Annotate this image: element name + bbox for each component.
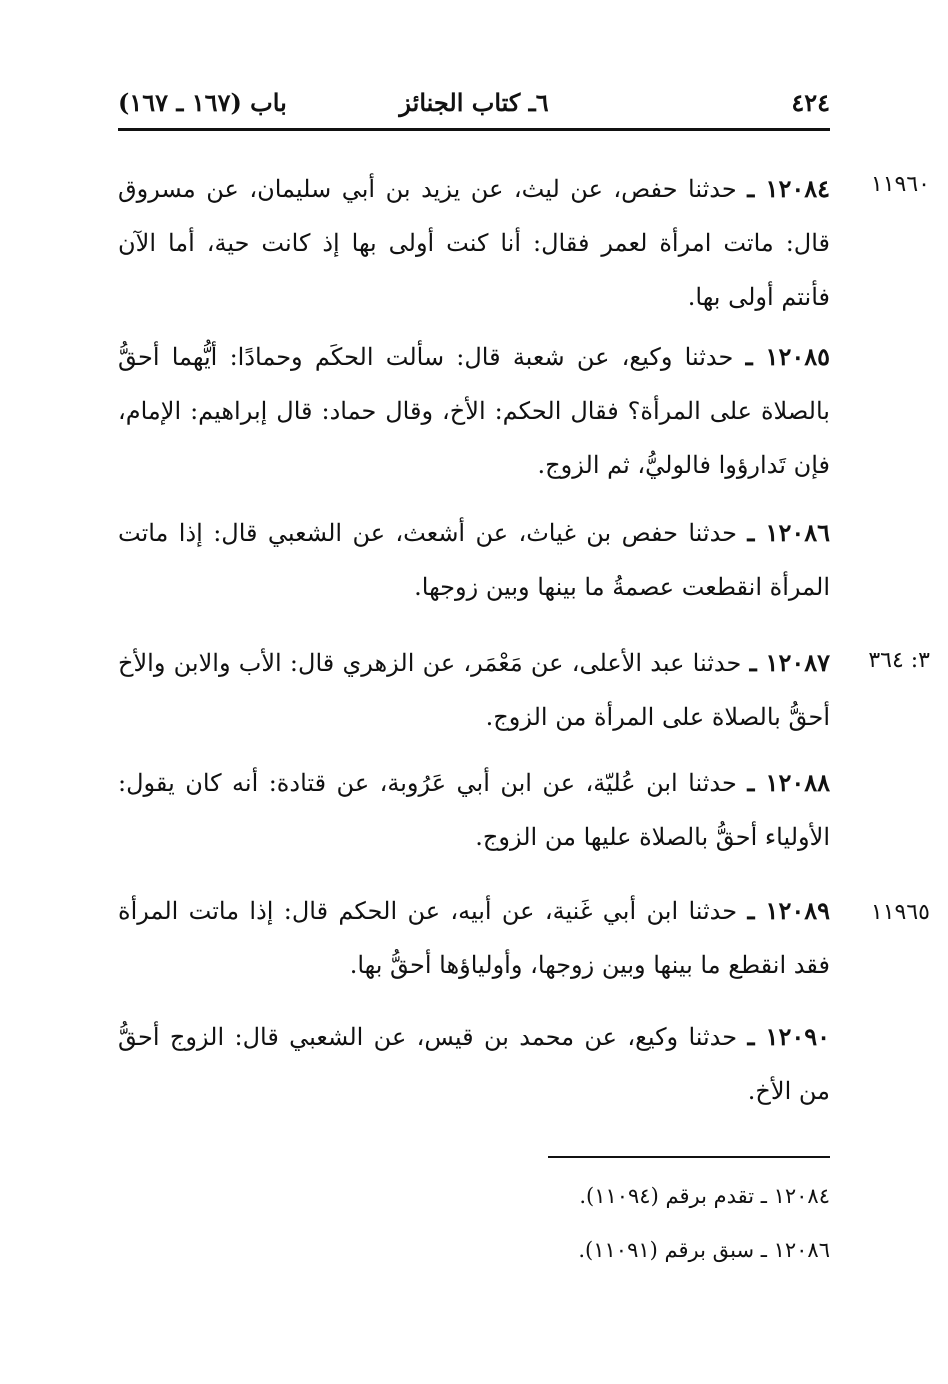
footnote: ١٢٠٨٤ ـ تقدم برقم (١١٠٩٤). [579,1184,830,1208]
hadith-number: ١٢٠٨٩ ـ [747,896,830,925]
header-divider [118,128,830,131]
margin-reference: ١١٩٦٠ [870,172,930,197]
hadith-number: ١٢٠٨٧ ـ [749,648,830,677]
hadith-entry [118,636,830,744]
margin-reference: ٣: ٣٦٤ [868,648,930,673]
hadith-number: ١٢٠٨٨ ـ [747,768,830,797]
hadith-number: ١٢٠٨٥ ـ [745,342,830,371]
hadith-text: حدثنا وكيع، عن شعبة قال: سألت الحكَم وحمادًا: أيُّهما أحقُّ بالصلاة على المرأة؟ فقال الحكم: الأخ، وقال حماد: قال إبراهيم: الإمام، فإن تَدارؤوا فالوليُّ، ثم الزوج. [118,343,830,479]
hadith-entry [118,330,830,492]
footnote-divider [548,1156,830,1158]
hadith-text: حدثنا وكيع، عن محمد بن قيس، عن الشعبي قال: الزوج أحقُّ من الأخ. [118,1023,830,1105]
chapter-range: باب (١٦٧ ـ ١٦٧) [118,88,287,117]
hadith-number: ١٢٠٨٤ ـ [747,174,830,203]
page-header [118,88,830,122]
hadith-entry [118,506,830,614]
book-title: ٦ـ كتاب الجنائز [399,88,549,117]
hadith-entry [118,1010,830,1118]
hadith-text: حدثنا حفص بن غياث، عن أشعث، عن الشعبي قال: إذا ماتت المرأة انقطعت عصمةُ ما بينها وبين زوجها. [118,519,830,601]
hadith-entry [118,162,830,324]
hadith-text: حدثنا ابن عُليّة، عن ابن أبي عَرُوبة، عن قتادة: أنه كان يقول: الأولياء أحقُّ بالصلاة عليها من الزوج. [118,769,830,851]
page-number: ٤٢٤ [791,88,830,117]
hadith-entry [118,884,830,992]
hadith-text: حدثنا حفص، عن ليث، عن يزيد بن أبي سليمان، عن مسروق قال: ماتت امرأة لعمر فقال: أنا كنت أولى بها إذ كانت حية، أما الآن فأنتم أولى بها. [118,175,830,311]
hadith-text: حدثنا ابن أبي غَنية، عن أبيه، عن الحكم قال: إذا ماتت المرأة فقد انقطع ما بينها وبين زوجها، وأولياؤها أحقُّ بها. [118,897,830,979]
hadith-text: حدثنا عبد الأعلى، عن مَعْمَر، عن الزهري قال: الأب والابن والأخ أحقُّ بالصلاة على المرأة من الزوج. [118,649,830,731]
margin-reference: ١١٩٦٥ [870,900,930,925]
hadith-entry [118,756,830,864]
footnote: ١٢٠٨٦ ـ سبق برقم (١١٠٩١). [578,1238,830,1262]
hadith-number: ١٢٠٨٦ ـ [747,518,830,547]
hadith-number: ١٢٠٩٠ ـ [747,1022,830,1051]
